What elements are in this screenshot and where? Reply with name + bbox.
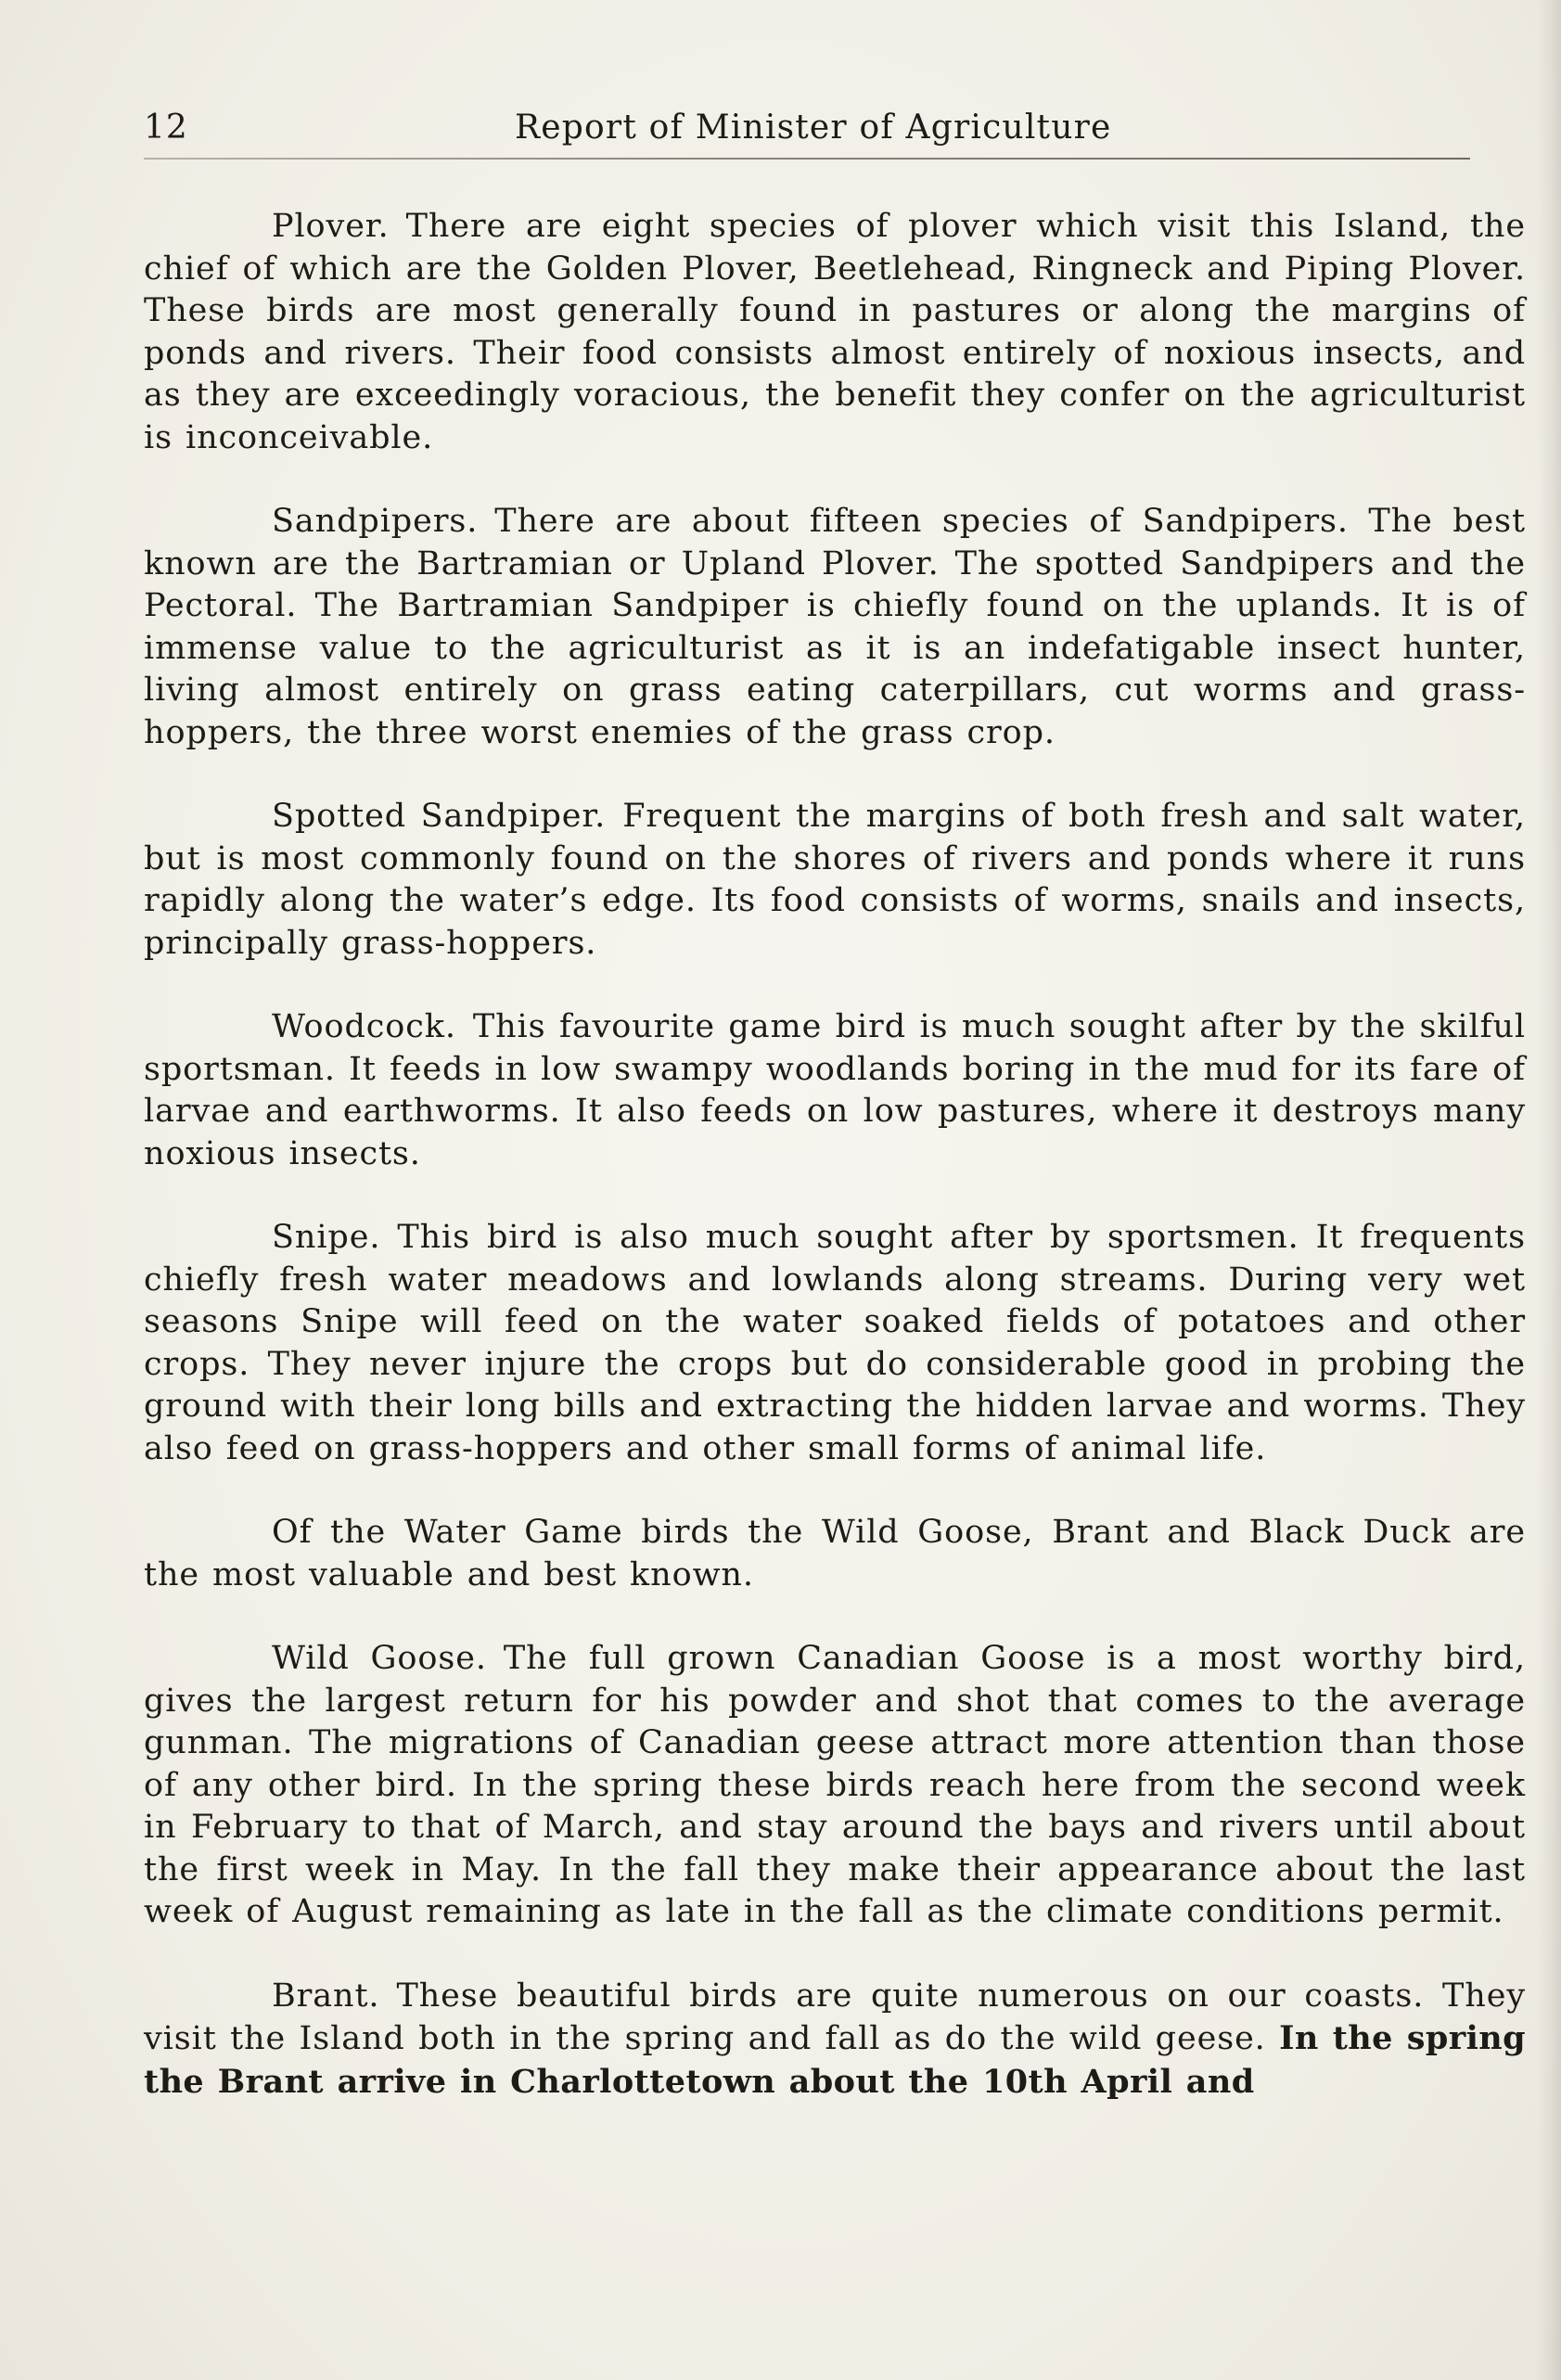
paragraph-woodcock [144,1006,1526,1175]
paragraph-lead: Sandpipers. [272,503,479,540]
paragraph-lead: Brant. [272,1977,380,2015]
paragraph-brant [144,1976,1526,2105]
paragraph-sandpipers [144,501,1526,754]
running-title: Report of Minister of Agriculture [515,109,1112,147]
body-text [144,206,1526,2104]
page-edge-shadow [1537,0,1561,2380]
paragraph-text: This bird is also much sought after by sportsmen. It frequents chiefly fresh water meadows and lowlands along streams. During very wet seasons Snipe will feed on the water soaked fields of potatoes and other crops. They never injure the crops but do considerable good in probing the ground with their long bills and extracting the hidden larvae and worms. They also feed on grass-hoppers and other small forms of animal life. [144,1219,1526,1467]
paragraph-wild-goose [144,1638,1526,1934]
paragraph-text: Of the Water Game birds the Wild Goose, Brant and Black Duck are the most valuable and best known. [144,1514,1526,1593]
paragraph-text: There are eight species of plover which visit this Island, the chief of which are the Golden Plover, Beetlehead, Ringneck and Piping Plover. These birds are most generally found in pastures or along the margins of ponds and rivers. Their food consists almost entirely of noxious insects, and as they are exceedingly voracious, the benefit they confer on the agriculturist is inconceivable. [144,208,1526,456]
paragraph-spotted-sandpiper [144,796,1526,965]
paragraph-lead: Wild Goose. [272,1640,487,1677]
paragraph-text: Frequent the margins of both fresh and salt water, but is most commonly found on the shores of rivers and ponds where it runs rapidly along the water’s edge. Its food consists of worms, snails and insects, principally grass-hoppers. [144,798,1526,962]
paragraph-lead: Snipe. [272,1219,381,1256]
paragraph-text: These beautiful birds are quite numerous on our coasts. They visit the Island both in the spring and fall as do the wild geese. [144,1977,1526,2057]
page-header [144,104,1470,160]
paragraph-text: There are about fifteen species of Sandpipers. The best known are the Bartramian or Upland Plover. The spotted Sandpipers and the Pectoral. The Bartramian Sandpiper is chiefly found on the uplands. It is of immense value to the agriculturist as it is an indefatigable insect hunter, living almost entirely on grass eating caterpillars, cut worms and grass-hoppers, the three worst enemies of the grass crop. [144,503,1526,751]
paragraph-text: The full grown Canadian Goose is a most worthy bird, gives the largest return for his powder and shot that comes to the average gunman. The migrations of Canadian geese attract more attention than those of any other bird. In the spring these birds reach here from the second week in February to that of March, and stay around the bays and rivers until about the first week in May. In the fall they make their appearance about the last week of August remaining as late in the fall as the climate conditions permit. [144,1640,1526,1930]
paragraph-water-game-birds [144,1512,1526,1596]
paragraph-lead: Plover. [272,208,390,245]
paragraph-snipe [144,1217,1526,1470]
header-rule [144,158,1470,160]
paragraph-plover [144,206,1526,459]
paragraph-tail: In the spring the Brant arrive in Charlottetown about the 10th April and [144,2019,1527,2101]
paragraph-lead: Woodcock. [272,1008,456,1045]
page-number: 12 [144,109,188,147]
paragraph-text: This favourite game bird is much sought after by the skilful sportsman. It feeds in low swampy woodlands boring in the mud for its fare of larvae and earthworms. It also feeds on low pastures, where it destroys many noxious insects. [144,1008,1526,1172]
paragraph-lead: Spotted Sandpiper. [272,798,607,835]
